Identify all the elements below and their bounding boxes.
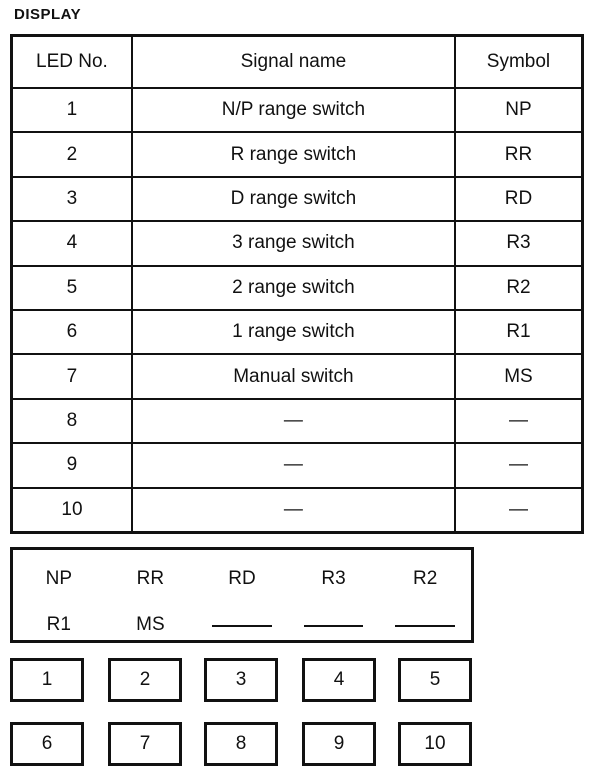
led-signal-table: [10, 34, 584, 534]
led-indicator: 7: [108, 722, 182, 766]
led-number-cell: 7: [12, 354, 132, 398]
legend-symbol: RD: [228, 568, 256, 589]
led-indicator: 3: [204, 658, 278, 702]
legend-symbol: R1: [46, 614, 71, 635]
column-header-symbol: Symbol: [455, 36, 583, 89]
led-number-cell: 9: [12, 443, 132, 487]
legend-blank-slot: [379, 610, 471, 640]
blank-dash-line: [395, 625, 455, 627]
symbol-cell: —: [455, 443, 583, 487]
signal-name-cell: R range switch: [132, 132, 455, 176]
table-row: [12, 177, 583, 221]
led-indicator: 2: [108, 658, 182, 702]
led-indicator-row: [10, 722, 480, 768]
led-number-cell: 1: [12, 88, 132, 132]
signal-name-cell: Manual switch: [132, 354, 455, 398]
table-row: [12, 354, 583, 398]
blank-dash-line: [212, 625, 272, 627]
legend-blank-slot: [196, 610, 288, 640]
led-indicator: 5: [398, 658, 472, 702]
symbol-cell: MS: [455, 354, 583, 398]
signal-name-cell: 1 range switch: [132, 310, 455, 354]
signal-name-cell: —: [132, 443, 455, 487]
column-header-signal-name: Signal name: [132, 36, 455, 89]
symbol-cell: RR: [455, 132, 583, 176]
led-indicator: 6: [10, 722, 84, 766]
led-number-cell: 10: [12, 488, 132, 533]
table-row: [12, 132, 583, 176]
column-header-led-no: LED No.: [12, 36, 132, 89]
table-row: [12, 266, 583, 310]
symbol-cell: RD: [455, 177, 583, 221]
led-number-cell: 2: [12, 132, 132, 176]
symbol-cell: R3: [455, 221, 583, 265]
led-number-cell: 8: [12, 399, 132, 443]
legend-row: [13, 564, 471, 594]
legend-blank-slot: [288, 610, 380, 640]
table-row: [12, 221, 583, 265]
table-row: [12, 310, 583, 354]
table-header-row: [12, 36, 583, 89]
symbol-cell: —: [455, 488, 583, 533]
signal-name-cell: N/P range switch: [132, 88, 455, 132]
legend-symbol: MS: [136, 614, 165, 635]
signal-name-cell: D range switch: [132, 177, 455, 221]
legend-symbol: R3: [321, 568, 346, 589]
symbol-cell: R1: [455, 310, 583, 354]
legend-symbol: NP: [45, 568, 72, 589]
led-number-cell: 4: [12, 221, 132, 265]
table-row: [12, 88, 583, 132]
symbol-cell: —: [455, 399, 583, 443]
legend-row: [13, 610, 471, 640]
led-indicator: 4: [302, 658, 376, 702]
led-number-cell: 5: [12, 266, 132, 310]
symbol-cell: R2: [455, 266, 583, 310]
table-row: [12, 488, 583, 533]
signal-name-cell: —: [132, 399, 455, 443]
led-indicator-row: [10, 658, 480, 704]
table-row: [12, 443, 583, 487]
led-indicator: 8: [204, 722, 278, 766]
display-symbol-legend: [10, 547, 474, 643]
signal-name-cell: 2 range switch: [132, 266, 455, 310]
page-title: DISPLAY: [14, 6, 82, 23]
signal-name-cell: —: [132, 488, 455, 533]
led-number-cell: 6: [12, 310, 132, 354]
legend-symbol: R2: [413, 568, 438, 589]
legend-symbol: RR: [136, 568, 165, 589]
blank-dash-line: [304, 625, 364, 627]
signal-name-cell: 3 range switch: [132, 221, 455, 265]
table-row: [12, 399, 583, 443]
led-indicator: 9: [302, 722, 376, 766]
led-indicator: 10: [398, 722, 472, 766]
led-number-cell: 3: [12, 177, 132, 221]
led-indicator: 1: [10, 658, 84, 702]
symbol-cell: NP: [455, 88, 583, 132]
